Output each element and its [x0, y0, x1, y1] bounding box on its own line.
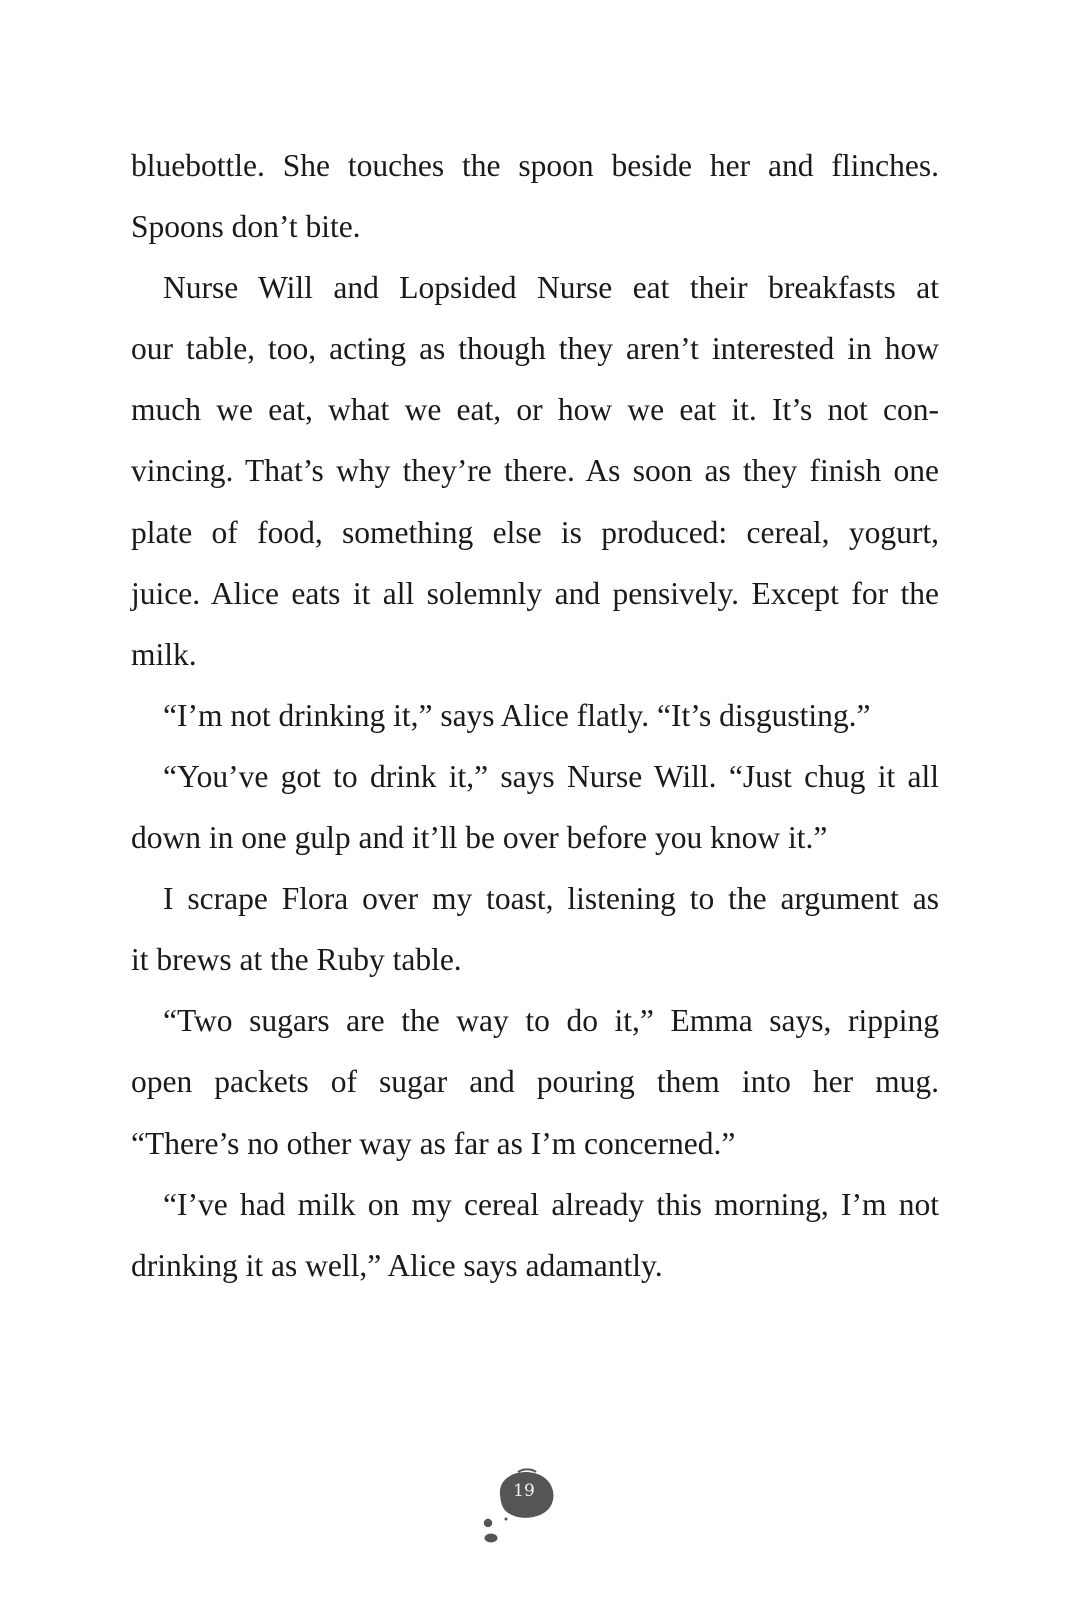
body-line: plate of food, something else is produced: cereal, yogurt, [131, 514, 939, 550]
body-line: vincing. That’s why they’re there. As soon as they finish one [131, 453, 939, 489]
body-line: down in one gulp and it’ll be over before you know it.” [131, 820, 828, 856]
body-line: “You’ve got to drink it,” says Nurse Will. “Just chug it all [163, 758, 939, 794]
body-line: “Two sugars are the way to do it,” Emma says, ripping [163, 1003, 939, 1039]
body-line: much we eat, what we eat, or how we eat it. It’s not con- [131, 392, 939, 428]
body-line: “I’m not drinking it,” says Alice flatly. “It’s disgusting.” [163, 697, 871, 733]
body-line: I scrape Flora over my toast, listening to the argument as [163, 881, 939, 917]
page-number: 19 [513, 1481, 535, 1501]
body-line: drinking it as well,” Alice says adamantly. [131, 1247, 663, 1283]
body-line: Nurse Will and Lopsided Nurse eat their breakfasts at [163, 270, 939, 306]
body-line: bluebottle. She touches the spoon beside her and flinches. [131, 148, 939, 183]
body-line: juice. Alice eats it all solemnly and pensively. Except for the [131, 575, 939, 611]
body-line: open packets of sugar and pouring them into her mug. [131, 1064, 939, 1100]
body-line: “There’s no other way as far as I’m concerned.” [131, 1125, 736, 1161]
page-folio [478, 1465, 568, 1555]
body-line: it brews at the Ruby table. [131, 942, 462, 978]
body-line: milk. [131, 636, 197, 672]
body-line: Spoons don’t bite. [131, 209, 361, 245]
ink-blot-icon [478, 1465, 568, 1555]
body-line: our table, too, acting as though they aren’t interested in how [131, 331, 939, 367]
page-body [131, 135, 939, 1296]
body-line: “I’ve had milk on my cereal already this morning, I’m not [163, 1186, 939, 1222]
